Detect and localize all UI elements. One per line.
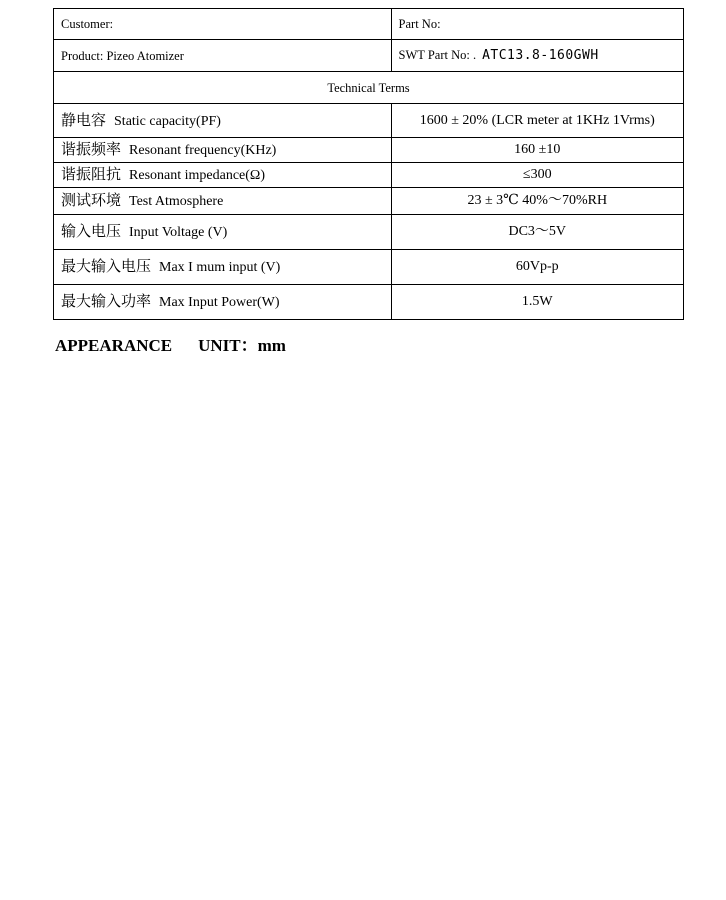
spec-label-en: Resonant impedance(Ω) — [129, 168, 265, 183]
section-title-row — [54, 72, 684, 104]
spec-value: 160 ±10 — [391, 138, 683, 163]
spec-label-cn: 谐振阻抗 — [61, 165, 122, 183]
part-no-label: Part No: — [391, 9, 683, 40]
spec-label-en: Resonant frequency(KHz) — [129, 143, 277, 158]
spec-label-en: Max Input Power(W) — [159, 295, 280, 310]
spec-value: 60Vp-p — [391, 250, 683, 285]
spec-value: 1600 ± 20% (LCR meter at 1KHz 1Vrms) — [391, 104, 683, 138]
customer-row — [54, 9, 684, 40]
spec-value: DC3～5V — [391, 215, 683, 250]
swt-part-no-value: ATC13.8-160GWH — [482, 48, 599, 63]
spec-label-cn: 静电容 — [61, 110, 107, 129]
spec-row — [54, 285, 684, 320]
spec-label-cell — [54, 250, 392, 285]
spec-label-cell — [54, 285, 392, 320]
appearance-unit: UNIT：mm — [198, 336, 286, 355]
spec-label-cell — [54, 215, 392, 250]
product-label: Product: Pizeo Atomizer — [54, 40, 392, 72]
appearance-heading — [55, 331, 286, 356]
spec-label-cn: 输入电压 — [61, 222, 122, 240]
spec-row — [54, 250, 684, 285]
spec-label-en: Input Voltage (V) — [129, 225, 228, 240]
spec-row — [54, 215, 684, 250]
section-title: Technical Terms — [54, 72, 684, 104]
product-row — [54, 40, 684, 72]
spec-label-en: Test Atmosphere — [129, 194, 224, 209]
customer-label: Customer: — [54, 9, 392, 40]
swt-part-no-label: SWT Part No: . — [398, 48, 477, 62]
spec-row — [54, 104, 684, 138]
spec-label-cell — [54, 138, 392, 163]
spec-label-cell — [54, 188, 392, 215]
spec-row — [54, 138, 684, 163]
spec-value: 1.5W — [391, 285, 683, 320]
swt-part-no-cell — [391, 40, 683, 72]
spec-label-cn: 谐振频率 — [61, 140, 122, 158]
spec-label-cell — [54, 104, 392, 138]
spec-label-cell — [54, 163, 392, 188]
spec-label-cn: 最大输入电压 — [61, 257, 152, 275]
spec-label-cn: 测试环境 — [61, 191, 122, 209]
appearance-title: APPEARANCE — [55, 336, 173, 355]
spec-label-en: Static capacity(PF) — [114, 113, 221, 129]
spec-label-cn: 最大输入功率 — [61, 292, 152, 310]
spec-label-en: Max I mum input (V) — [159, 260, 281, 275]
spec-value: ≤300 — [391, 163, 683, 188]
spec-row — [54, 163, 684, 188]
spec-value: 23 ± 3℃ 40%～70%RH — [391, 188, 683, 215]
spec-table — [53, 8, 684, 320]
spec-row — [54, 188, 684, 215]
